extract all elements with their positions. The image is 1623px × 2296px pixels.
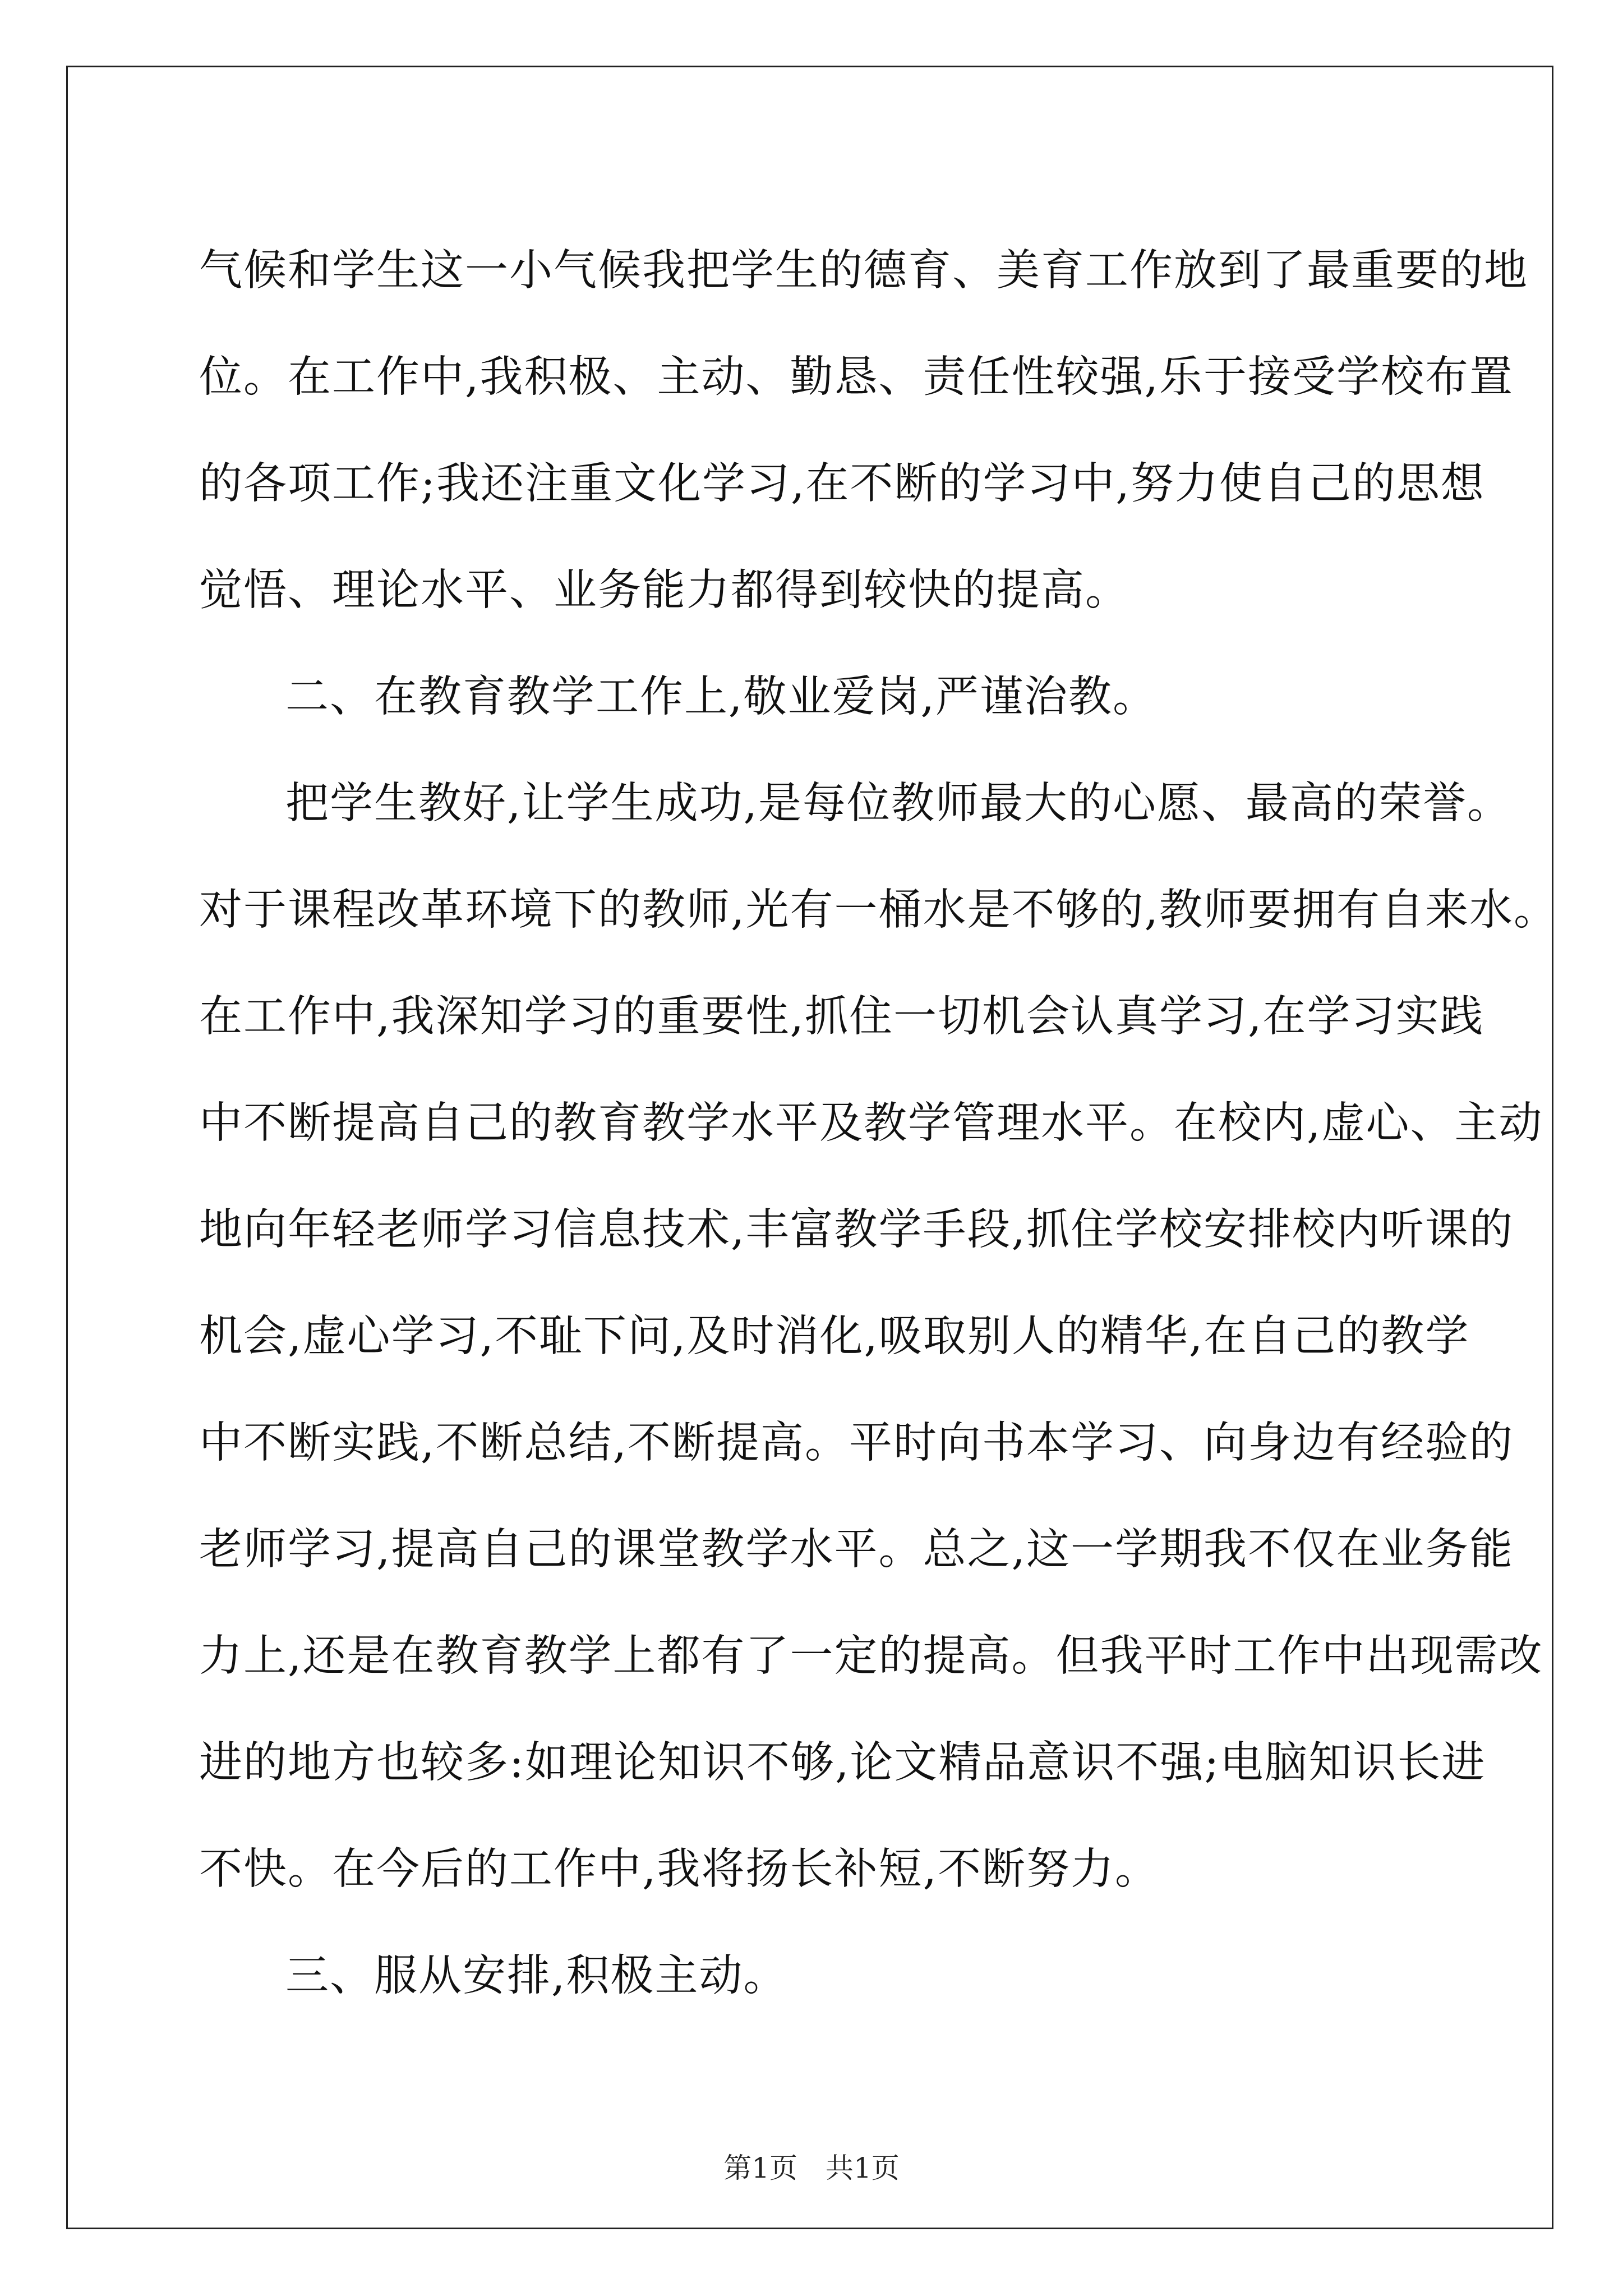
paragraph-start: 把学生教好,让学生成功,是每位教师最大的心愿、最高的荣誉。 <box>285 779 1511 829</box>
text-line: 觉悟、理论水平、业务能力都得到较快的提高。 <box>199 565 1129 615</box>
page-number-footer: 第1页 共1页 <box>723 2152 900 2184</box>
text-line: 地向年轻老师学习信息技术,丰富教学手段,抓住学校安排校内听课的 <box>199 1205 1514 1255</box>
text-line: 的各项工作;我还注重文化学习,在不断的学习中,努力使自己的思想 <box>199 459 1485 509</box>
text-line: 气候和学生这一小气候我把学生的德育、美育工作放到了最重要的地 <box>199 246 1528 296</box>
text-line: 进的地方也较多:如理论知识不够,论文精品意识不强;电脑知识长进 <box>199 1738 1486 1788</box>
text-line: 在工作中,我深知学习的重要性,抓住一切机会认真学习,在学习实践 <box>199 992 1484 1042</box>
text-line: 机会,虚心学习,不耻下问,及时消化,吸取别人的精华,在自己的教学 <box>199 1312 1470 1361</box>
text-line: 位。在工作中,我积极、主动、勤恳、责任性较强,乐于接受学校布置 <box>199 352 1514 402</box>
text-line: 力上,还是在教育教学上都有了一定的提高。但我平时工作中出现需改 <box>199 1631 1543 1681</box>
document-body <box>199 218 1558 2030</box>
text-line: 不快。在今后的工作中,我将扬长补短,不断努力。 <box>199 1844 1159 1894</box>
section-heading-3: 三、服从安排,积极主动。 <box>285 1951 788 2001</box>
text-line: 中不断实践,不断总结,不断提高。平时向书本学习、向身边有经验的 <box>199 1418 1514 1468</box>
text-line: 老师学习,提高自己的课堂教学水平。总之,这一学期我不仅在业务能 <box>199 1525 1514 1575</box>
section-heading-2: 二、在教育教学工作上,敬业爱岗,严谨治教。 <box>285 672 1157 722</box>
text-line: 对于课程改革环境下的教师,光有一桶水是不够的,教师要拥有自来水。 <box>199 885 1558 935</box>
text-line: 中不断提高自己的教育教学水平及教学管理水平。在校内,虚心、主动 <box>199 1098 1543 1148</box>
